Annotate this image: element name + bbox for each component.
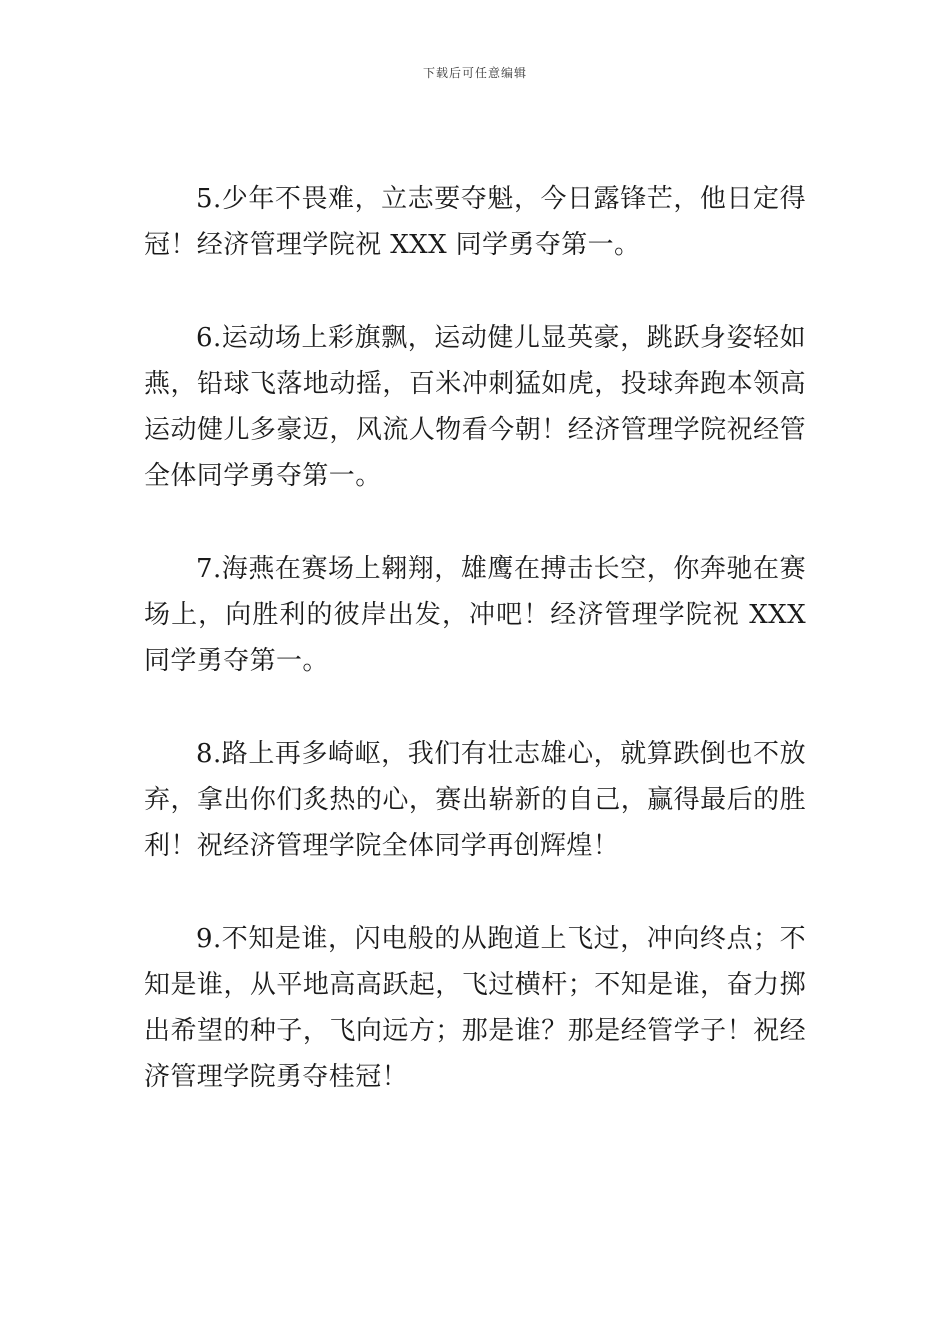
- page-header-note: 下载后可任意编辑: [422, 66, 527, 80]
- paragraph-5: 5.少年不畏难，立志要夺魁，今日露锋芒，他日定得冠！经济管理学院祝 XXX 同学勇夺第一。: [144, 184, 806, 260]
- paragraph-8: 8.路上再多崎岖，我们有壮志雄心，就算跌倒也不放弃，拿出你们炙热的心，赛出崭新的自己，赢得最后的胜利！祝经济管理学院全体同学再创辉煌！: [144, 739, 806, 861]
- document-body: [144, 176, 806, 1147]
- paragraph-6: 6.运动场上彩旗飘，运动健儿显英豪，跳跃身姿轻如燕，铅球飞落地动摇，百米冲刺猛如虎，投球奔跑本领高运动健儿多豪迈，风流人物看今朝！经济管理学院祝经管全体同学勇夺第一。: [144, 323, 806, 491]
- paragraph-9: 9.不知是谁，闪电般的从跑道上飞过，冲向终点；不知是谁，从平地高高跃起，飞过横杆；不知是谁，奋力掷出希望的种子，飞向远方；那是谁？那是经管学子！祝经济管理学院勇夺桂冠！: [144, 924, 806, 1092]
- paragraph-7: 7.海燕在赛场上翱翔，雄鹰在搏击长空，你奔驰在赛场上，向胜利的彼岸出发，冲吧！经济管理学院祝 XXX 同学勇夺第一。: [144, 554, 806, 676]
